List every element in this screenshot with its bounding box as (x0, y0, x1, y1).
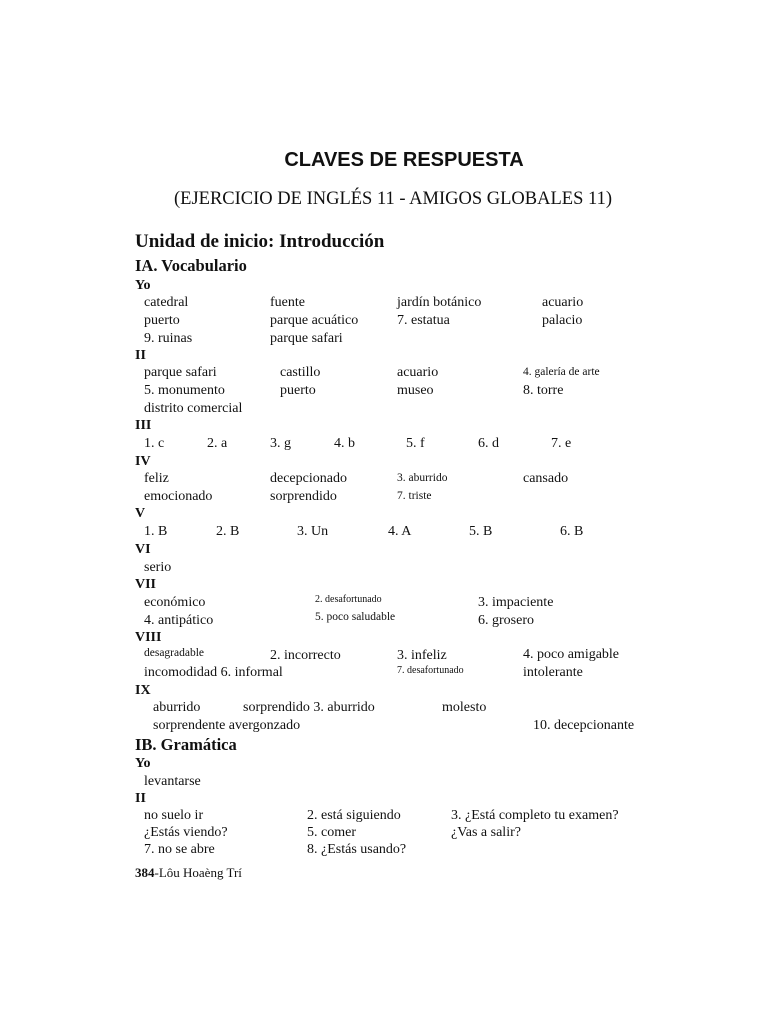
answer-item: ¿Estás viendo? (144, 825, 228, 840)
exercise-label-vii: VII (135, 577, 157, 592)
answer-item: aburrido (153, 700, 201, 715)
exercise-label-ii: II (135, 791, 146, 806)
answer-item: sorprendido (270, 489, 337, 504)
answer-item: serio (144, 560, 172, 575)
section-vocabulary-heading: IA. Vocabulario (135, 256, 247, 275)
page-footer (135, 866, 242, 879)
answer-item: sorprendente avergonzado (153, 718, 301, 733)
answer-item: palacio (542, 313, 583, 328)
answer-item: puerto (144, 313, 180, 328)
answer-item: parque acuático (270, 313, 359, 328)
exercise-label-ii: II (135, 348, 146, 363)
answer-item: ¿Vas a salir? (451, 825, 521, 840)
answer-item: desagradable (144, 647, 205, 659)
answer-item: 3. ¿Está completo tu examen? (451, 808, 619, 823)
answer-item: 4. antipático (144, 613, 214, 628)
unit-heading: Unidad de inicio: Introducción (135, 231, 385, 252)
answer-item: parque safari (144, 365, 217, 380)
footer-author: -Lôu Hoaèng Trí (154, 865, 242, 880)
answer-item: 4. A (388, 524, 412, 539)
answer-item: 4. poco amigable (523, 647, 620, 662)
answer-item: económico (144, 595, 206, 610)
answer-item: 4. galería de arte (523, 366, 600, 378)
answer-item: cansado (523, 471, 569, 486)
answer-item: 3. g (270, 436, 291, 451)
answer-item: distrito comercial (144, 401, 243, 416)
exercise-label-viii: VIII (135, 630, 162, 645)
answer-item: 3. Un (297, 524, 329, 539)
answer-item: sorprendido 3. aburrido (243, 700, 375, 715)
answer-item: molesto (442, 700, 487, 715)
page-number: 384 (135, 865, 155, 880)
answer-item: parque safari (270, 331, 343, 346)
exercise-label-yo: Yo (135, 278, 151, 293)
answer-item: 7. no se abre (144, 842, 215, 857)
answer-item: 2. incorrecto (270, 648, 341, 663)
exercise-label-v: V (135, 506, 146, 521)
answer-item: 3. aburrido (397, 472, 448, 484)
answer-item: 10. decepcionante (533, 718, 635, 733)
answer-item: 5. poco saludable (315, 611, 396, 623)
answer-item: 5. f (406, 436, 425, 451)
exercise-label-iv: IV (135, 454, 151, 469)
answer-item: 5. monumento (144, 383, 225, 398)
answer-item: catedral (144, 295, 189, 310)
answer-item: 8. torre (523, 383, 564, 398)
answer-item: levantarse (144, 774, 201, 789)
answer-item: 7. e (551, 436, 572, 451)
answer-item: acuario (397, 365, 439, 380)
answer-item: 7. triste (397, 490, 432, 502)
answer-item: incomodidad 6. informal (144, 665, 283, 680)
answer-item: 6. d (478, 436, 499, 451)
answer-item: 5. comer (307, 825, 356, 840)
answer-item: 3. impaciente (478, 595, 554, 610)
page-subtitle: (EJERCICIO DE INGLÉS 11 - AMIGOS GLOBALES 11) (174, 189, 612, 209)
answer-item: castillo (280, 365, 321, 380)
answer-item: 2. a (207, 436, 228, 451)
answer-item: jardín botánico (397, 295, 482, 310)
answer-item: 6. grosero (478, 613, 534, 628)
answer-item: museo (397, 383, 434, 398)
answer-item: feliz (144, 471, 169, 486)
answer-item: emocionado (144, 489, 213, 504)
answer-item: intolerante (523, 665, 583, 680)
answer-item: 2. está siguiendo (307, 808, 401, 823)
answer-item: 9. ruinas (144, 331, 193, 346)
answer-item: 4. b (334, 436, 355, 451)
answer-item: 8. ¿Estás usando? (307, 842, 407, 857)
answer-item: 1. c (144, 436, 165, 451)
exercise-label-vi: VI (135, 542, 151, 557)
answer-item: 7. desafortunado (397, 665, 464, 676)
page-title: CLAVES DE RESPUESTA (284, 149, 524, 171)
answer-item: decepcionado (270, 471, 347, 486)
answer-item: 7. estatua (397, 313, 450, 328)
answer-item: 2. B (216, 524, 240, 539)
answer-item: 6. B (560, 524, 584, 539)
answer-item: acuario (542, 295, 584, 310)
exercise-label-iii: III (135, 418, 152, 433)
answer-item: 1. B (144, 524, 168, 539)
exercise-label-yo: Yo (135, 756, 151, 771)
answer-item: no suelo ir (144, 808, 204, 823)
section-grammar-heading: IB. Gramática (135, 735, 237, 754)
answer-item: puerto (280, 383, 316, 398)
answer-item: 3. infeliz (397, 648, 447, 663)
answer-item: 5. B (469, 524, 493, 539)
answer-item: fuente (270, 295, 305, 310)
exercise-label-ix: IX (135, 683, 151, 698)
answer-item: 2. desafortunado (315, 594, 382, 605)
